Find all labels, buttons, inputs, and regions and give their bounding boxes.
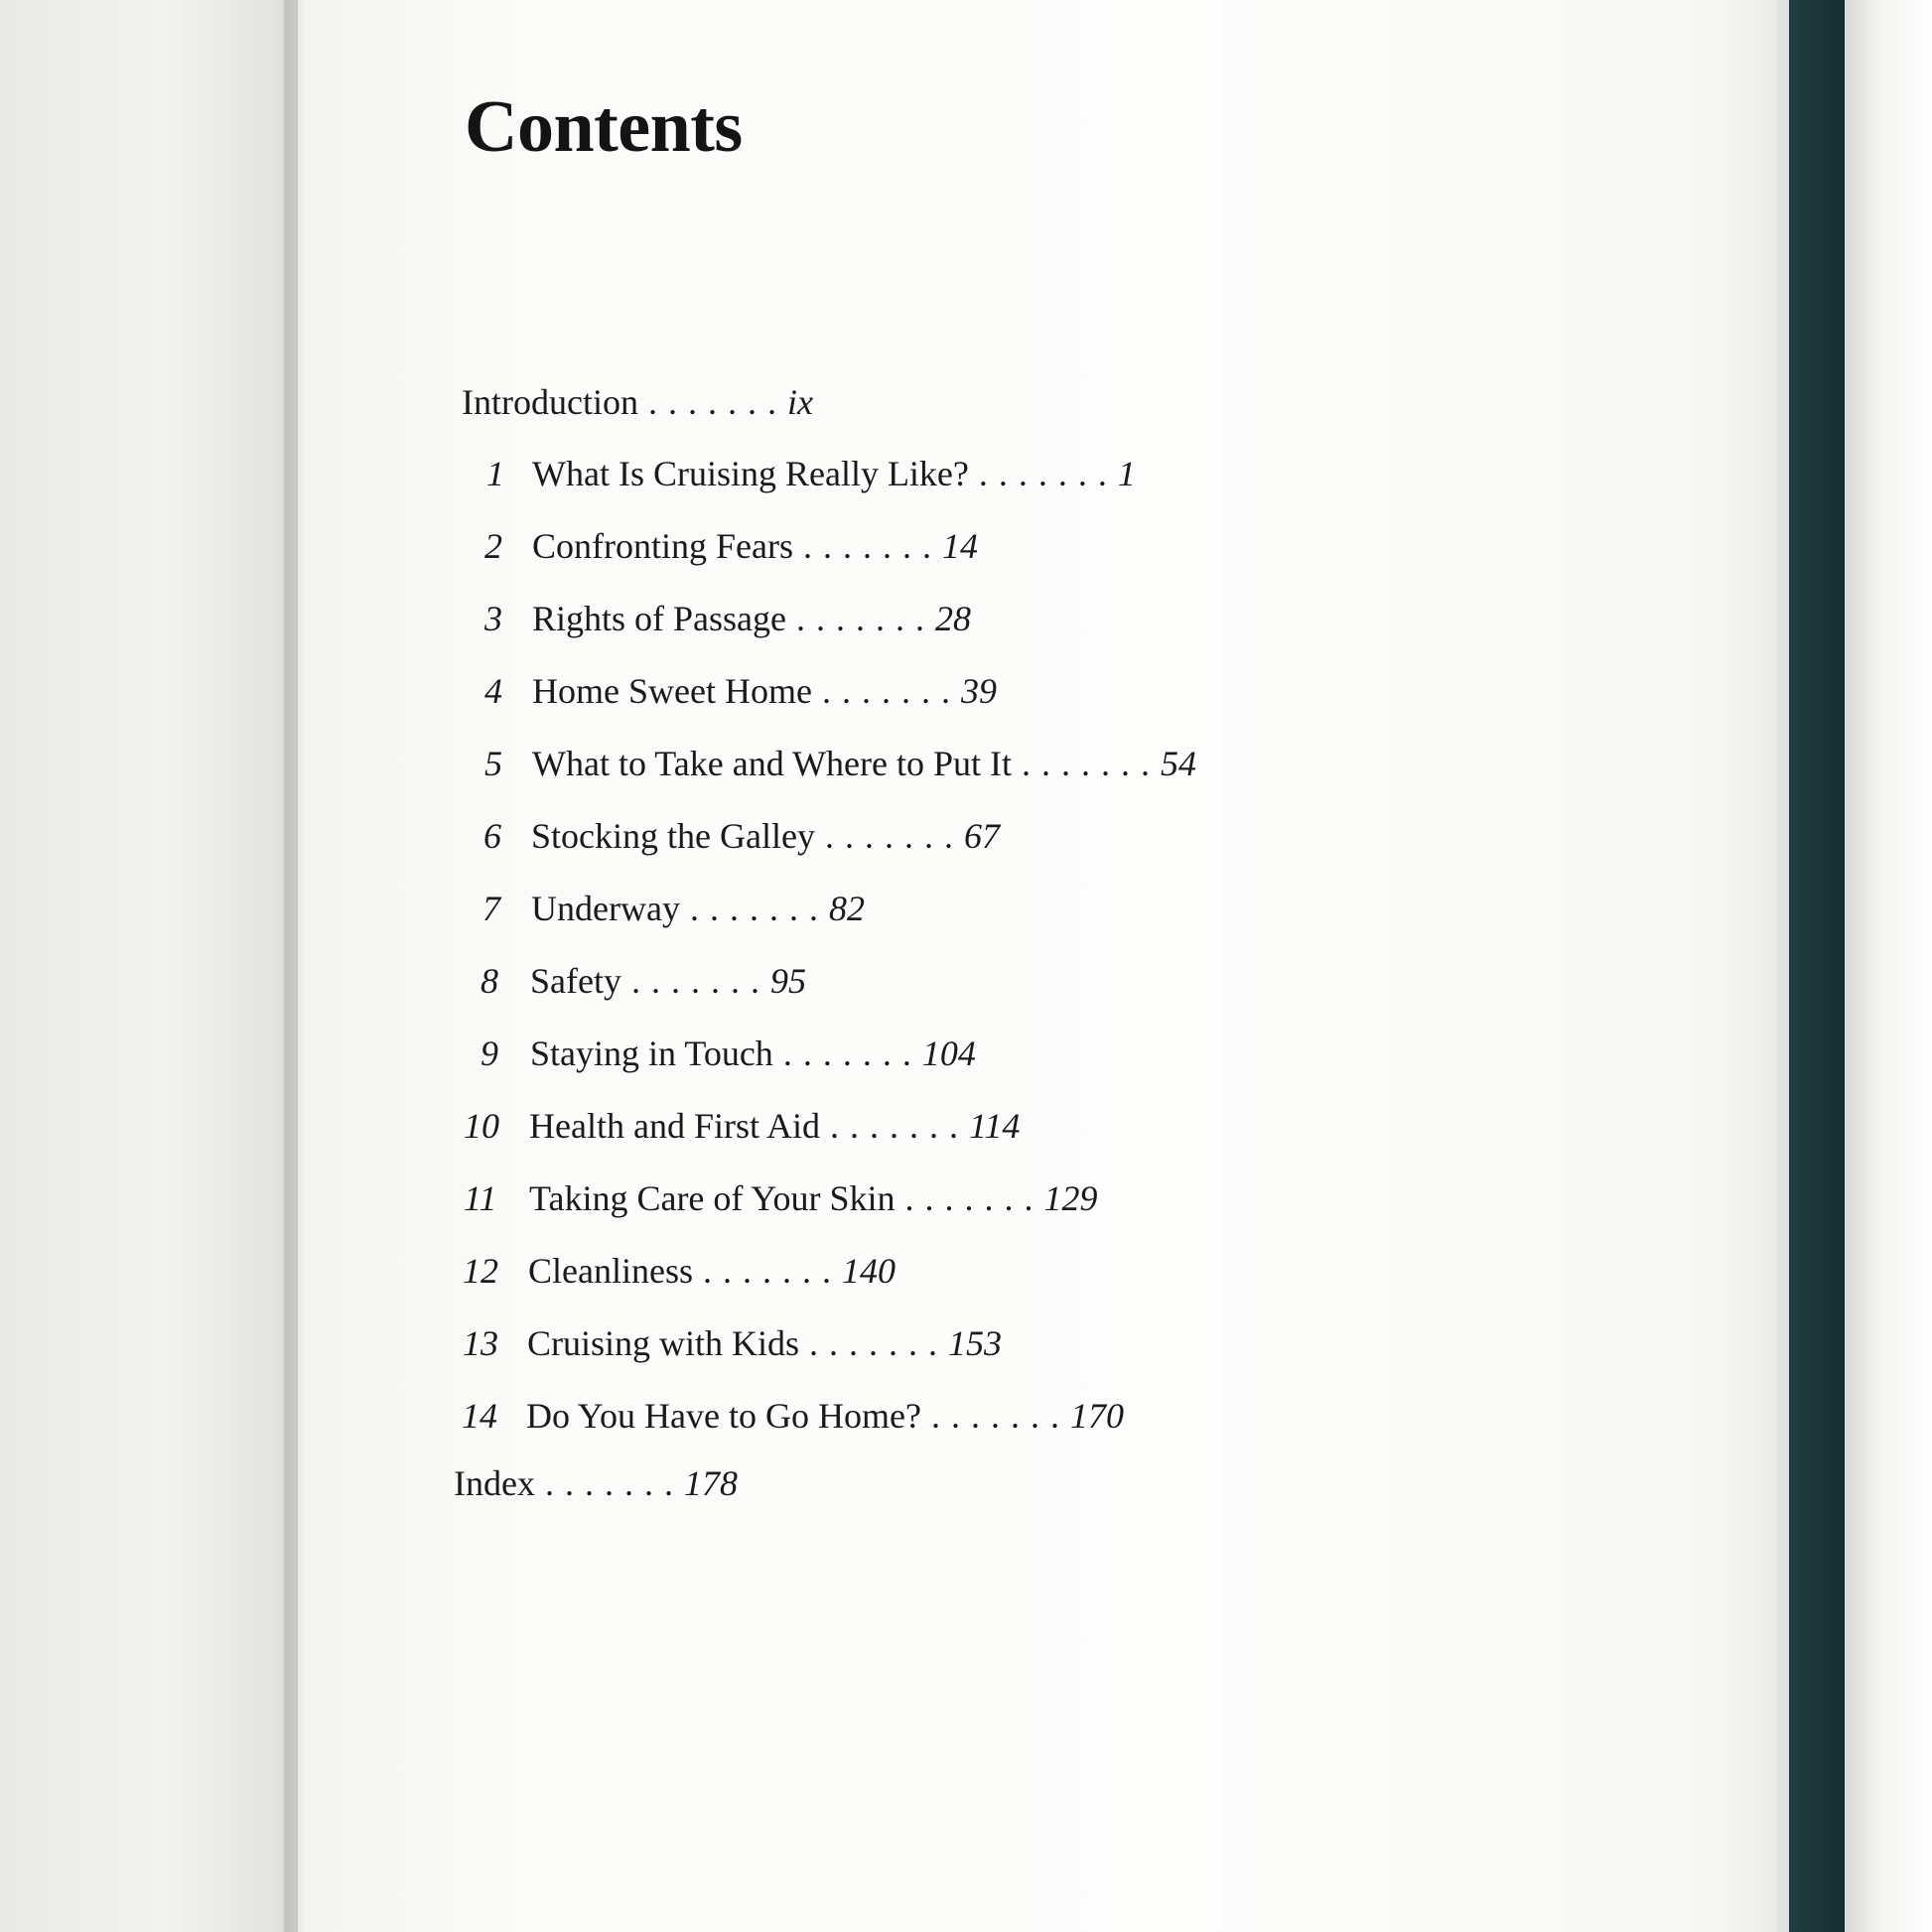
- chapter-number: 3: [484, 599, 502, 638]
- toc-entry: [486, 453, 1136, 494]
- dot-leader: . . . . . . .: [692, 1251, 842, 1291]
- toc-entry: [484, 670, 997, 712]
- chapter-title: Index: [454, 1463, 535, 1503]
- page-number: 114: [968, 1106, 1021, 1146]
- chapter-title: Taking Care of Your Skin: [529, 1178, 896, 1218]
- toc-entry: [484, 743, 1197, 784]
- toc-entry: [462, 1395, 1124, 1437]
- chapter-title: Stocking the Galley: [531, 816, 815, 856]
- chapter-title: Cleanliness: [528, 1251, 693, 1291]
- toc-entry: [464, 1105, 1021, 1147]
- chapter-number: 7: [483, 889, 500, 928]
- dot-leader: . . . . . . .: [792, 526, 942, 566]
- toc-entry: [454, 1462, 738, 1504]
- page-number: 140: [841, 1251, 896, 1291]
- toc-entry: [483, 815, 1000, 857]
- page-number: 153: [948, 1323, 1003, 1363]
- chapter-title: Confronting Fears: [532, 526, 793, 566]
- dot-leader: . . . . . . .: [679, 889, 829, 928]
- page-number: 14: [941, 526, 978, 566]
- toc-entry: [484, 598, 971, 639]
- chapter-number: 12: [463, 1251, 498, 1291]
- chapter-number: 2: [484, 526, 502, 566]
- dot-leader: . . . . . . .: [920, 1396, 1070, 1436]
- chapter-number: 14: [462, 1396, 497, 1436]
- page-number: 28: [935, 599, 971, 638]
- dot-leader: . . . . . . .: [1012, 744, 1162, 783]
- page-number: 67: [963, 816, 1000, 856]
- chapter-number: 1: [486, 454, 504, 493]
- toc-entry: [463, 1250, 896, 1292]
- page-number: 54: [1161, 744, 1197, 783]
- right-page: [298, 0, 1789, 1932]
- chapter-title: Safety: [530, 961, 621, 1001]
- dot-leader: . . . . . . .: [814, 816, 964, 856]
- page-number: 95: [769, 961, 806, 1001]
- chapter-number: 6: [483, 816, 501, 856]
- left-page: [0, 0, 298, 1932]
- page-number: 129: [1043, 1178, 1098, 1218]
- page-number: ix: [786, 382, 813, 422]
- book-cover: [1789, 0, 1845, 1932]
- page-title: Contents: [465, 86, 743, 168]
- dot-leader: . . . . . . .: [968, 454, 1118, 493]
- toc-entry: [483, 888, 865, 929]
- page-number: 1: [1117, 454, 1136, 493]
- page-number: 178: [683, 1463, 738, 1503]
- chapter-title: Cruising with Kids: [527, 1323, 800, 1363]
- dot-leader: . . . . . . .: [799, 1323, 949, 1363]
- chapter-number: 8: [481, 961, 498, 1001]
- chapter-number: 5: [484, 744, 502, 783]
- dot-leader: . . . . . . .: [811, 671, 961, 711]
- dot-leader: . . . . . . .: [895, 1178, 1044, 1218]
- chapter-number: 11: [464, 1178, 497, 1218]
- chapter-title: What Is Cruising Really Like?: [532, 454, 969, 493]
- chapter-title: Staying in Touch: [530, 1034, 773, 1073]
- dot-leader: . . . . . . .: [786, 599, 935, 638]
- dot-leader: . . . . . . .: [534, 1463, 684, 1503]
- chapter-title: Introduction: [462, 382, 638, 422]
- page-number: 82: [828, 889, 865, 928]
- chapter-title: Health and First Aid: [529, 1106, 820, 1146]
- chapter-number: 13: [463, 1323, 498, 1363]
- chapter-title: Home Sweet Home: [532, 671, 812, 711]
- chapter-title: Do You Have to Go Home?: [526, 1396, 921, 1436]
- page-number: 104: [921, 1034, 976, 1073]
- chapter-number: 9: [481, 1034, 498, 1073]
- toc-entry: [481, 960, 806, 1002]
- chapter-number: 10: [464, 1106, 499, 1146]
- dot-leader: . . . . . . .: [637, 382, 787, 422]
- toc-entry: [464, 1177, 1098, 1219]
- dot-leader: . . . . . . .: [621, 961, 770, 1001]
- toc-entry: [463, 1322, 1003, 1364]
- page-gutter: [284, 0, 306, 1932]
- page-number: 170: [1069, 1396, 1124, 1436]
- toc-entry: [462, 381, 813, 423]
- chapter-title: What to Take and Where to Put It: [532, 744, 1013, 783]
- chapter-title: Underway: [531, 889, 680, 928]
- background-surface: [1845, 0, 1932, 1932]
- page-number: 39: [960, 671, 997, 711]
- chapter-title: Rights of Passage: [532, 599, 786, 638]
- toc-entry: [484, 525, 978, 567]
- toc-entry: [481, 1033, 976, 1074]
- dot-leader: . . . . . . .: [772, 1034, 922, 1073]
- dot-leader: . . . . . . .: [819, 1106, 969, 1146]
- chapter-number: 4: [484, 671, 502, 711]
